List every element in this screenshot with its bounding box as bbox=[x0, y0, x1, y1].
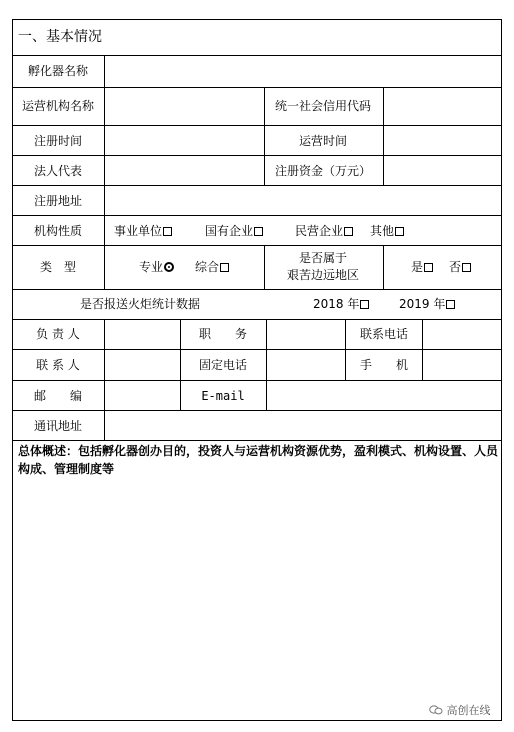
legal-rep-label: 法人代表 bbox=[33, 164, 83, 178]
contact-person-field[interactable] bbox=[105, 350, 180, 380]
contact-person-label: 联 系 人 bbox=[36, 358, 80, 372]
contact-phone-label: 联系电话 bbox=[359, 327, 409, 341]
org-nature-option[interactable]: 事业单位 bbox=[114, 224, 172, 238]
register-capital-field[interactable] bbox=[384, 156, 501, 185]
year-2019-option[interactable]: 2019 年 bbox=[399, 297, 455, 311]
remote-area-label: 是否属于 bbox=[298, 251, 348, 265]
category-specialized-option[interactable]: 专业 bbox=[139, 260, 174, 274]
mobile-field[interactable] bbox=[423, 350, 501, 380]
fixed-phone-field[interactable] bbox=[267, 350, 345, 380]
mobile-label: 手 机 bbox=[359, 358, 409, 372]
position-field[interactable] bbox=[267, 320, 345, 349]
remote-no-option[interactable]: 否 bbox=[449, 260, 471, 274]
checkbox-icon[interactable] bbox=[360, 300, 369, 309]
incubator-name-label: 孵化器名称 bbox=[27, 64, 89, 78]
email-field[interactable] bbox=[267, 381, 501, 410]
section-title: 一、基本情况 bbox=[18, 29, 102, 45]
person-in-charge-label: 负 责 人 bbox=[36, 327, 80, 341]
operation-time-field[interactable] bbox=[384, 126, 501, 155]
radio-selected-icon[interactable] bbox=[164, 262, 174, 272]
credit-code-label: 统一社会信用代码 bbox=[274, 99, 372, 113]
col-divider bbox=[264, 245, 265, 289]
checkbox-icon[interactable] bbox=[424, 263, 433, 272]
torch-stats-label: 是否报送火炬统计数据 bbox=[79, 297, 201, 311]
row-divider bbox=[12, 289, 502, 290]
register-time-field[interactable] bbox=[105, 126, 264, 155]
org-nature-option[interactable]: 国有企业 bbox=[205, 224, 263, 238]
org-nature-option[interactable]: 民营企业 bbox=[295, 224, 353, 238]
year-2018-option[interactable]: 2018 年 bbox=[313, 297, 369, 311]
checkbox-icon[interactable] bbox=[254, 227, 263, 236]
register-capital-label: 注册资金（万元） bbox=[274, 164, 372, 178]
col-divider bbox=[345, 319, 346, 380]
org-nature-option[interactable]: 其他 bbox=[370, 224, 404, 238]
postcode-field[interactable] bbox=[105, 381, 180, 410]
fixed-phone-label: 固定电话 bbox=[198, 358, 248, 372]
legal-rep-field[interactable] bbox=[105, 156, 264, 185]
checkbox-icon[interactable] bbox=[220, 263, 229, 272]
mail-address-label: 通讯地址 bbox=[33, 419, 83, 433]
email-label: E-mail bbox=[201, 389, 245, 403]
remote-area-label: 艰苦边远地区 bbox=[286, 268, 360, 282]
row-divider bbox=[12, 440, 502, 441]
overview-text: 总体概述：包括孵化器创办目的，投资人与运营机构资源优势，盈利模式、机构设置、人员构成、管理制度等 bbox=[18, 444, 499, 476]
watermark bbox=[429, 702, 491, 718]
wechat-icon bbox=[429, 705, 443, 715]
register-address-label: 注册地址 bbox=[33, 194, 83, 208]
position-label: 职 务 bbox=[198, 327, 248, 341]
category-label: 类 型 bbox=[39, 260, 77, 274]
operator-name-field[interactable] bbox=[105, 88, 264, 125]
row-divider bbox=[12, 215, 502, 216]
contact-phone-field[interactable] bbox=[423, 320, 501, 349]
col-divider bbox=[264, 87, 265, 185]
category-comprehensive-option[interactable]: 综合 bbox=[195, 260, 229, 274]
row-divider bbox=[12, 245, 502, 246]
checkbox-icon[interactable] bbox=[163, 227, 172, 236]
register-address-field[interactable] bbox=[105, 186, 501, 215]
credit-code-field[interactable] bbox=[384, 88, 501, 125]
watermark-text: 高创在线 bbox=[446, 704, 491, 717]
postcode-label: 邮 编 bbox=[33, 389, 83, 403]
col-divider bbox=[180, 319, 181, 410]
col-divider bbox=[383, 245, 384, 289]
incubator-name-field[interactable] bbox=[105, 56, 501, 87]
checkbox-icon[interactable] bbox=[344, 227, 353, 236]
col-divider bbox=[104, 245, 105, 289]
remote-yes-option[interactable]: 是 bbox=[411, 260, 433, 274]
checkbox-icon[interactable] bbox=[395, 227, 404, 236]
overview-field[interactable] bbox=[13, 480, 501, 720]
checkbox-icon[interactable] bbox=[446, 300, 455, 309]
checkbox-icon[interactable] bbox=[462, 263, 471, 272]
operator-name-label: 运营机构名称 bbox=[21, 99, 95, 113]
operation-time-label: 运营时间 bbox=[298, 134, 348, 148]
mail-address-field[interactable] bbox=[105, 411, 501, 440]
person-in-charge-field[interactable] bbox=[105, 320, 180, 349]
org-nature-label: 机构性质 bbox=[33, 224, 83, 238]
register-time-label: 注册时间 bbox=[33, 134, 83, 148]
